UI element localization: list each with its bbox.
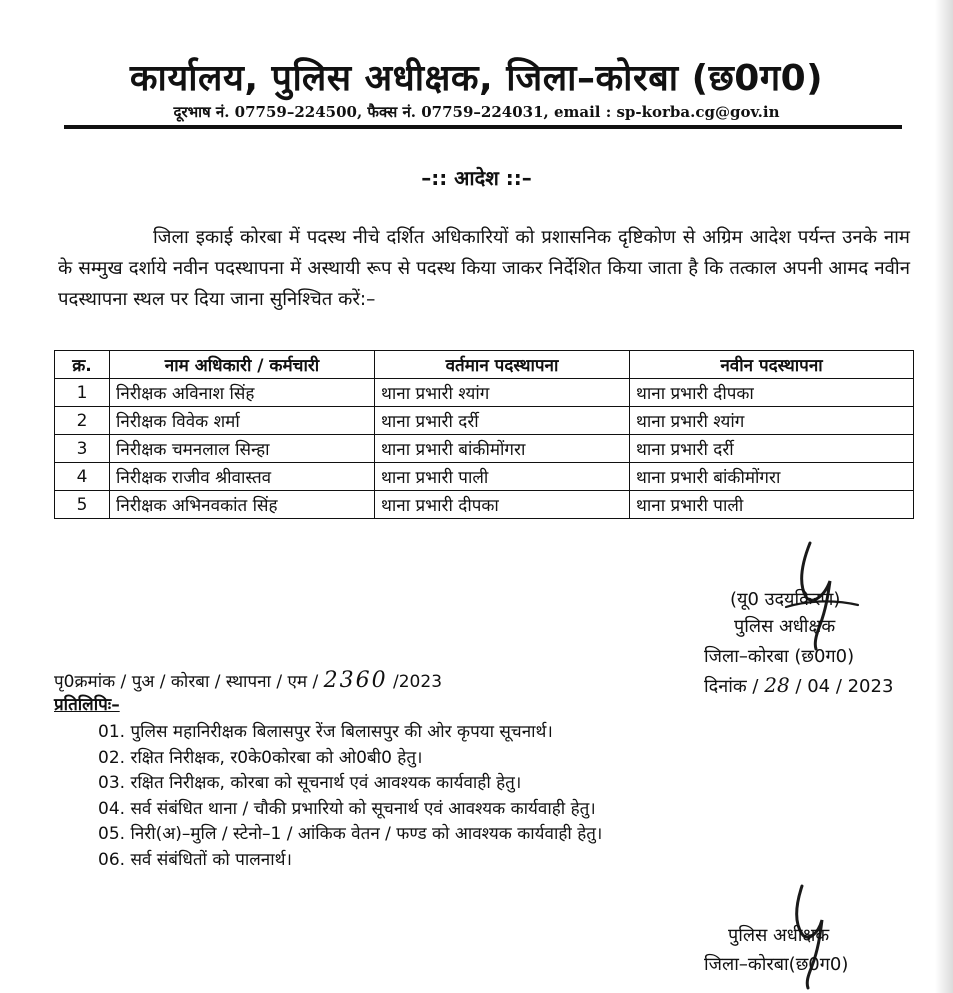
reference-prefix: पृ0क्रमांक / पुअ / कोरबा / स्थापना / एम / <box>54 672 324 692</box>
posting-table <box>54 350 914 519</box>
signatory-district-2-block <box>704 951 848 978</box>
cell-officer-name: निरीक्षक राजीव श्रीवास्तव <box>110 463 375 491</box>
signatory-name: (यू0 उदयकिरण) <box>730 589 841 610</box>
list-item: 02. रक्षित निरीक्षक, र0के0कोरबा को ओ0बी0 हेतु। <box>98 747 423 768</box>
col-header-new-posting: नवीन पदस्थापना <box>630 351 914 379</box>
order-date <box>704 672 893 700</box>
table-row <box>55 435 914 463</box>
col-header-current-posting: वर्तमान पदस्थापना <box>375 351 630 379</box>
reference-number-handwritten: 2360 <box>323 668 388 693</box>
signatory-district-text: जिला–कोरबा (छ0ग0) <box>704 646 855 667</box>
table-row <box>55 463 914 491</box>
cell-new-posting: थाना प्रभारी दर्री <box>630 435 914 463</box>
cell-officer-name: निरीक्षक विवेक शर्मा <box>110 407 375 435</box>
signatory-designation: पुलिस अधीक्षक <box>734 616 836 637</box>
cell-new-posting: थाना प्रभारी पाली <box>630 491 914 519</box>
table-header-row <box>55 351 914 379</box>
signatory-district <box>704 643 854 670</box>
signature-block-secondary <box>728 922 829 949</box>
date-day-handwritten: 28 <box>764 673 790 697</box>
cell-officer-name: निरीक्षक चमनलाल सिन्हा <box>110 435 375 463</box>
signature-block-primary <box>730 586 840 640</box>
cell-serial: 4 <box>55 463 110 491</box>
cell-current-posting: थाना प्रभारी श्यांग <box>375 379 630 407</box>
cell-serial: 2 <box>55 407 110 435</box>
table-row <box>55 491 914 519</box>
cell-current-posting: थाना प्रभारी पाली <box>375 463 630 491</box>
cell-current-posting: थाना प्रभारी बांकीमोंगरा <box>375 435 630 463</box>
cell-serial: 1 <box>55 379 110 407</box>
cell-officer-name: निरीक्षक अविनाश सिंह <box>110 379 375 407</box>
list-item: 04. सर्व संबंधित थाना / चौकी प्रभारियो को सूचनार्थ एवं आवश्यक कार्यवाही हेतु। <box>98 798 596 819</box>
cell-current-posting: थाना प्रभारी दीपका <box>375 491 630 519</box>
table-row <box>55 407 914 435</box>
cell-serial: 5 <box>55 491 110 519</box>
header-divider <box>64 125 902 129</box>
cell-current-posting: थाना प्रभारी दर्री <box>375 407 630 435</box>
reference-line <box>54 668 442 693</box>
col-header-name: नाम अधिकारी / कर्मचारी <box>110 351 375 379</box>
signatory-designation-2: पुलिस अधीक्षक <box>728 925 830 946</box>
order-heading: –:: आदेश ::– <box>421 166 532 190</box>
date-suffix: / 04 / 2023 <box>795 676 894 697</box>
copy-to-heading: प्रतिलिपिः– <box>54 695 120 715</box>
cell-new-posting: थाना प्रभारी बांकीमोंगरा <box>630 463 914 491</box>
contact-line: दूरभाष नं. 07759–224500, फैक्स नं. 07759–224031, email : sp-korba.cg@gov.in <box>173 103 780 121</box>
list-item: 03. रक्षित निरीक्षक, कोरबा को सूचनार्थ एवं आवश्यक कार्यवाही हेतु। <box>98 773 522 793</box>
copy-to-list <box>98 720 602 873</box>
date-prefix: दिनांक / <box>704 676 759 697</box>
list-item: 01. पुलिस महानिरीक्षक बिलासपुर रेंज बिलासपुर की ओर कृपया सूचनार्थ। <box>98 722 553 742</box>
reference-year: /2023 <box>387 672 443 692</box>
cell-new-posting: थाना प्रभारी दीपका <box>630 379 914 407</box>
signatory-district-2: जिला–कोरबा(छ0ग0) <box>704 954 849 975</box>
list-item: 06. सर्व संबंधितों को पालनार्थ। <box>98 849 292 870</box>
table-row <box>55 379 914 407</box>
office-title: कार्यालय, पुलिस अधीक्षक, जिला–कोरबा (छ0ग0) <box>129 58 824 99</box>
cell-serial: 3 <box>55 435 110 463</box>
cell-officer-name: निरीक्षक अभिनवकांत सिंह <box>110 491 375 519</box>
order-body: जिला इकाई कोरबा में पदस्थ नीचे दर्शित अधिकारियों को प्रशासनिक दृष्टिकोण से अग्रिम आदेश पर्यन्त उनके नाम के सम्मुख दर्शाये नवीन पदस्थापना में अस्थायी रूप से पदस्थ किया जाकर निर्देशित किया जाता है कि तत्काल अपनी आमद नवीन पदस्थापना स्थल पर दिया जाना सुनिश्चित करें:– <box>58 227 910 310</box>
page-edge-shadow <box>935 0 953 993</box>
col-header-serial: क्र. <box>55 351 110 379</box>
list-item: 05. निरी(अ)–मुलि / स्टेनो–1 / आंकिक वेतन / फण्ड को आवश्यक कार्यवाही हेतु। <box>98 824 603 844</box>
cell-new-posting: थाना प्रभारी श्यांग <box>630 407 914 435</box>
